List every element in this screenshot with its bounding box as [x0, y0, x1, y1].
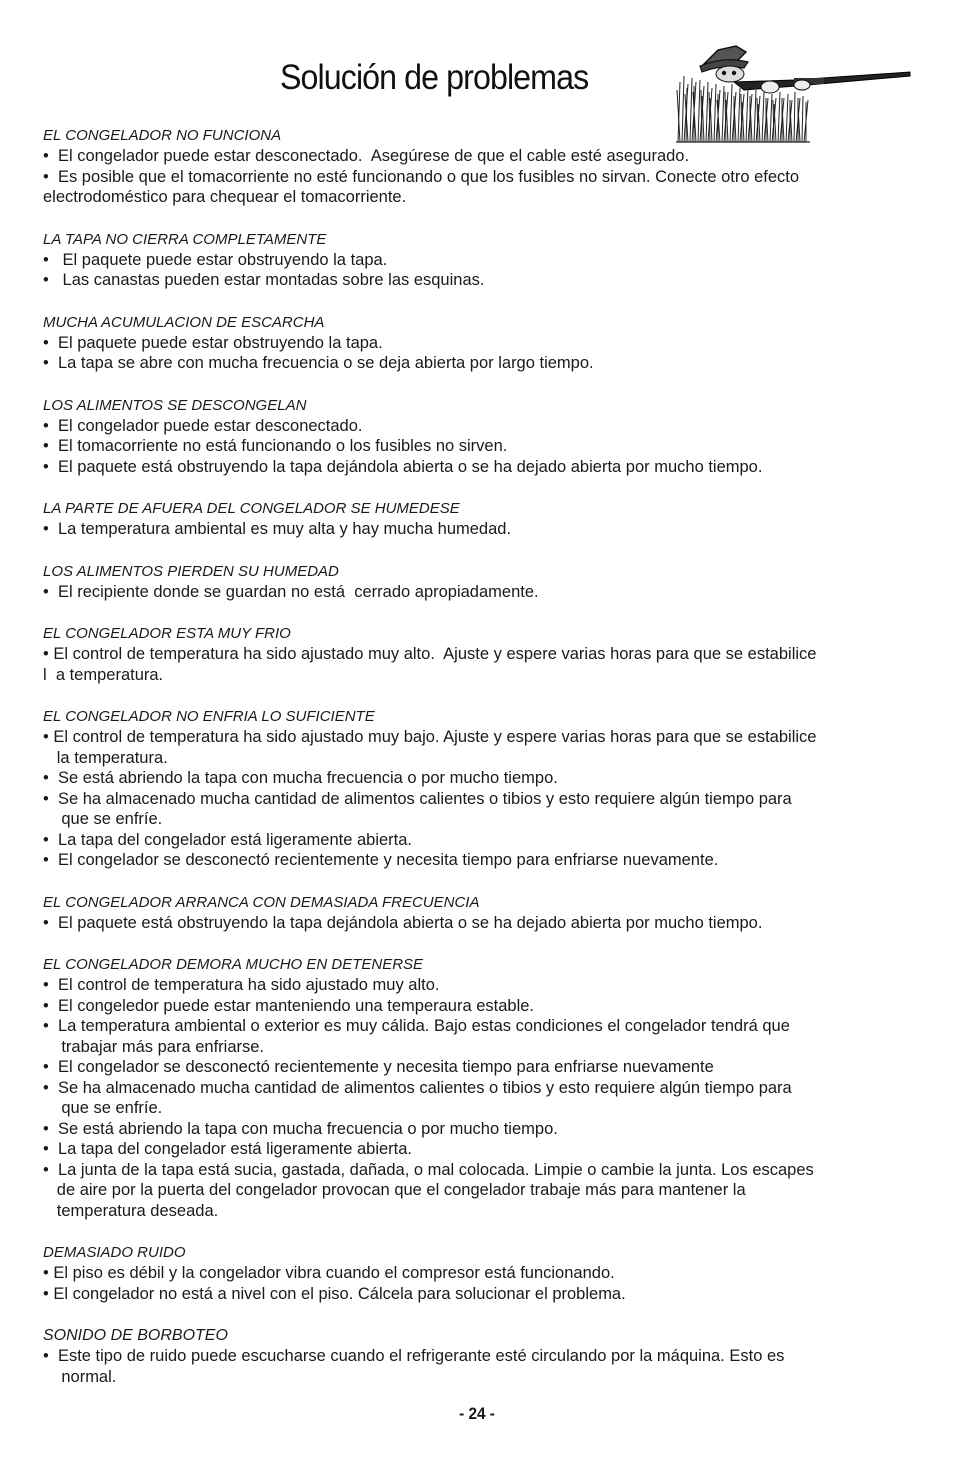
section-heading: MUCHA ACUMULACION DE ESCARCHA	[43, 313, 325, 331]
section-heading: EL CONGELADOR ESTA MUY FRIO	[43, 625, 291, 642]
troubleshooting-list	[43, 126, 915, 1387]
section-heading: DEMASIADO RUIDO	[43, 1244, 186, 1261]
solution-line: de aire por la puerta del congelador provocan que el congelador trabaje más para mantener la	[43, 1181, 746, 1199]
solution-line: • La junta de la tapa está sucia, gastada, dañada, o mal colocada. Limpie o cambie la junta. Los escapes	[43, 1160, 814, 1179]
solution-line: trabajar más para enfriarse.	[43, 1037, 265, 1056]
section-gap	[43, 933, 915, 955]
section-heading: EL CONGELADOR NO FUNCIONA	[43, 127, 282, 144]
section-heading: LOS ALIMENTOS SE DESCONGELAN	[43, 396, 307, 414]
section-gap	[43, 208, 915, 230]
solution-line: • El control de temperatura ha sido ajustado muy alto. Ajuste y espere varias horas para que se estabilice	[43, 645, 817, 663]
solution-line: • La tapa se abre con mucha frecuencia o se deja abierta por largo tiempo.	[43, 354, 594, 372]
troubleshooting-section	[43, 396, 915, 478]
solution-line: • El recipiente donde se guardan no está cerrado apropiadamente.	[43, 582, 539, 601]
solution-line: electrodoméstico para chequear el tomacorriente.	[43, 188, 407, 206]
section-gap	[43, 685, 915, 707]
solution-line: • El paquete está obstruyendo la tapa dejándola abierta o se ha dejado abierta por mucho tiempo.	[43, 913, 763, 932]
page-number: - 24 -	[459, 1404, 495, 1423]
section-gap	[43, 291, 915, 313]
troubleshooting-section	[43, 562, 915, 603]
section-heading: LA PARTE DE AFUERA DEL CONGELADOR SE HUMEDESE	[43, 500, 460, 517]
troubleshooting-section	[43, 499, 915, 540]
section-heading: LA TAPA NO CIERRA COMPLETAMENTE	[43, 230, 327, 248]
solution-line: temperatura deseada.	[43, 1201, 219, 1220]
troubleshooting-section	[43, 126, 915, 208]
solution-line: que se enfríe.	[43, 810, 163, 828]
solution-line: • El congelador puede estar desconectado.	[43, 416, 363, 435]
solution-line: • El paquete está obstruyendo la tapa dejándola abierta o se ha dejado abierta por mucho tiempo.	[43, 457, 763, 476]
solution-line: • Es posible que el tomacorriente no esté funcionando o que los fusibles no sirvan. Conecte otro efecto	[43, 167, 800, 186]
solution-line: • Se está abriendo la tapa con mucha frecuencia o por mucho tiempo.	[43, 1119, 558, 1138]
solution-line: • El control de temperatura ha sido ajustado muy bajo. Ajuste y espere varias horas para que se estabilice	[43, 728, 817, 746]
solution-line: • Se ha almacenado mucha cantidad de alimentos calientes o tibios y esto requiere algún tiempo para	[43, 1078, 792, 1097]
solution-line: l a temperatura.	[43, 665, 164, 684]
section-heading: EL CONGELADOR NO ENFRIA LO SUFICIENTE	[43, 708, 375, 725]
section-heading: EL CONGELADOR DEMORA MUCHO EN DETENERSE	[43, 956, 424, 973]
solution-line: • El control de temperatura ha sido ajustado muy alto.	[43, 976, 440, 994]
solution-line: • El congeledor puede estar manteniendo una temperaura estable.	[43, 996, 535, 1015]
solution-line: • La temperatura ambiental o exterior es muy cálida. Bajo estas condiciones el congelador tendrá que	[43, 1017, 790, 1035]
troubleshooting-section	[43, 707, 915, 871]
solution-line: que se enfríe.	[43, 1099, 163, 1117]
solution-line: • Las canastas pueden estar montadas sobre las esquinas.	[43, 271, 485, 289]
troubleshooting-section	[43, 1326, 915, 1387]
section-heading: EL CONGELADOR ARRANCA CON DEMASIADA FRECUENCIA	[43, 893, 480, 911]
solution-line: la temperatura.	[43, 748, 168, 767]
troubleshooting-section	[43, 1243, 915, 1304]
solution-line: • El congelador no está a nivel con el piso. Cálcela para solucionar el problema.	[43, 1284, 626, 1303]
solution-line: • El tomacorriente no está funcionando o los fusibles no sirven.	[43, 437, 508, 455]
section-gap	[43, 871, 915, 893]
solution-line: • Se ha almacenado mucha cantidad de alimentos calientes o tibios y esto requiere algún tiempo para	[43, 789, 792, 808]
solution-line: • Se está abriendo la tapa con mucha frecuencia o por mucho tiempo.	[43, 769, 558, 787]
solution-line: • El paquete puede estar obstruyendo la tapa.	[43, 333, 383, 352]
page-title: Solución de problemas	[280, 58, 589, 97]
section-gap	[43, 374, 915, 396]
section-gap	[43, 540, 915, 562]
troubleshooting-section	[43, 230, 915, 291]
solution-line: • El piso es débil y la congelador vibra cuando el compresor está funcionando.	[43, 1264, 615, 1282]
solution-line: normal.	[43, 1367, 117, 1386]
troubleshooting-section	[43, 624, 915, 685]
solution-line: • El congelador se desconectó recientemente y necesita tiempo para enfriarse nuevamente	[43, 1058, 714, 1076]
solution-line: • La tapa del congelador está ligeramente abierta.	[43, 1140, 413, 1158]
troubleshooting-section	[43, 955, 915, 1221]
solution-line: • La temperatura ambiental es muy alta y hay mucha humedad.	[43, 520, 512, 538]
solution-line: • La tapa del congelador está ligeramente abierta.	[43, 830, 413, 849]
section-gap	[43, 1221, 915, 1243]
solution-line: • El congelador se desconectó recientemente y necesita tiempo para enfriarse nuevamente.	[43, 851, 719, 869]
solution-line: • Este tipo de ruido puede escucharse cuando el refrigerante esté circulando por la máquina. Esto es	[43, 1347, 785, 1365]
troubleshooting-section	[43, 893, 915, 934]
solution-line: • El congelador puede estar desconectado. Asegúrese de que el cable esté asegurado.	[43, 147, 690, 165]
section-gap	[43, 477, 915, 499]
section-gap	[43, 1304, 915, 1326]
solution-line: • El paquete puede estar obstruyendo la tapa.	[43, 250, 388, 269]
troubleshooting-section	[43, 313, 915, 374]
section-gap	[43, 602, 915, 624]
section-heading: SONIDO DE BORBOTEO	[43, 1327, 228, 1344]
section-heading: LOS ALIMENTOS PIERDEN SU HUMEDAD	[43, 562, 339, 580]
